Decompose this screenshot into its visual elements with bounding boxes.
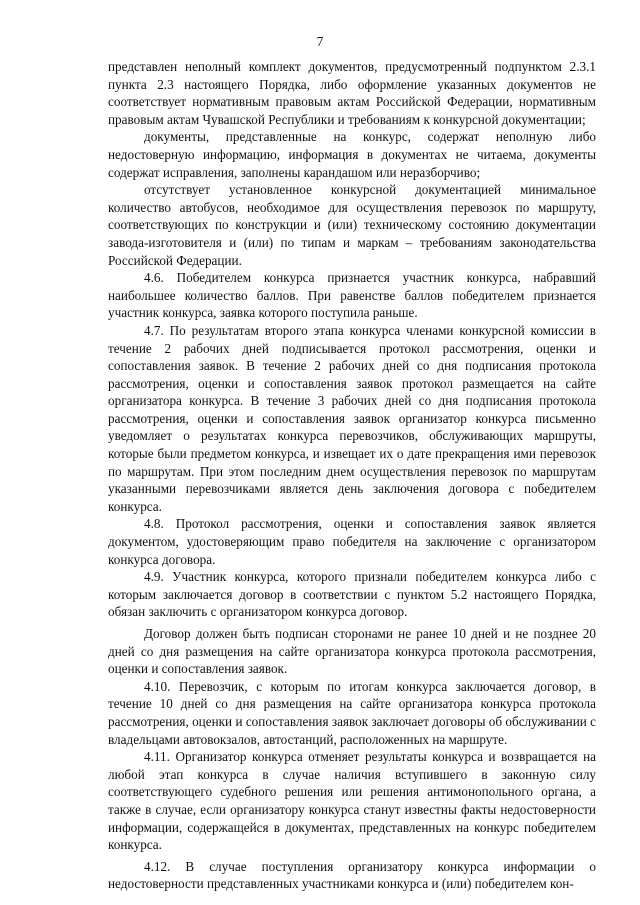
paragraph-unreliable-information: документы, представленные на конкурс, содержат неполную либо недостоверную информацию, информация в документах не читаема, документы содержат исправления, заполнены карандашом или неразборчиво; (108, 129, 596, 180)
paragraph-4-11: 4.11. Организатор конкурса отменяет результаты конкурса и возвращается на любой этап конкурса в случае наличия вступившего в законную силу соответствующего судебного решения или решения антимонопольного органа, а также в случае, если организатору конкурса станут известны факты недостоверности информации, содержащейся в документах, представленных на конкурс победителем конкурса. (108, 749, 596, 853)
paragraph-missing-buses: отсутствует установленное конкурсной документацией минимальное количество автобусов, необходимое для осуществления перевозок по маршруту, соответствующих по конструкции и (или) техническому состоянию документации завода-изготовителя и (или) по типам и маркам – требованиям законодательства Российской Федерации. (108, 182, 596, 268)
paragraph-4-12: 4.12. В случае поступления организатору конкурса информации о недостоверности представленных участниками конкурса и (или) победителем кон- (108, 858, 596, 892)
paragraph-incomplete-documents: представлен неполный комплект документов, предусмотренный подпунктом 2.3.1 пункта 2.3 настоящего Порядка, либо оформление указанных документов не соответствует нормативным правовым актам Российской Федерации, нормативным правовым актам Чувашской Республики и требованиям к конкурсной документации; (108, 59, 596, 127)
document-body (108, 58, 596, 893)
paragraph-4-9: 4.9. Участник конкурса, которого признали победителем конкурса либо с которым заключается договор в соответствии с пунктом 5.2 настоящего Порядка, обязан заключить с организатором конкурса договор. (108, 569, 596, 620)
page-number: 7 (316, 34, 324, 49)
paragraph-4-7: 4.7. По результатам второго этапа конкурса членами конкурсной комиссии в течение 2 рабочих дней подписывается протокол рассмотрения, оценки и сопоставления заявок. В течение 2 рабочих дней со дня подписания протокола рассмотрения, оценки и сопоставления заявок протокол размещается на сайте организатора конкурса. В течение 3 рабочих дней со дня подписания протокола рассмотрения, оценки и сопоставления заявок организатор конкурса письменно уведомляет о результатах конкурса перевозчиков, обслуживающих маршруты, которые были предметом конкурса, и извещает их о дате прекращения ими перевозок по маршрутам. При этом последним днем осуществления перевозок по маршрутам указанными перевозчиками является день заключения договора с победителем конкурса. (108, 322, 596, 514)
paragraph-contract-signing: Договор должен быть подписан сторонами не ранее 10 дней и не позднее 20 дней со дня размещения на сайте организатора конкурса протокола рассмотрения, оценки и сопоставления заявок. (108, 626, 596, 677)
paragraph-4-6: 4.6. Победителем конкурса признается участник конкурса, набравший наибольшее количество баллов. При равенстве баллов победителем признается участник конкурса, заявка которого поступила раньше. (108, 270, 596, 321)
paragraph-4-10: 4.10. Перевозчик, с которым по итогам конкурса заключается договор, в течение 10 дней со дня размещения на сайте организатора конкурса протокола рассмотрения, оценки и сопоставления заявок заключает договоры об обслуживании с владельцами автовокзалов, автостанций, расположенных на маршруте. (108, 678, 596, 747)
paragraph-4-8: 4.8. Протокол рассмотрения, оценки и сопоставления заявок является документом, удостоверяющим право победителя на заключение с организатором конкурса договора. (108, 516, 596, 567)
